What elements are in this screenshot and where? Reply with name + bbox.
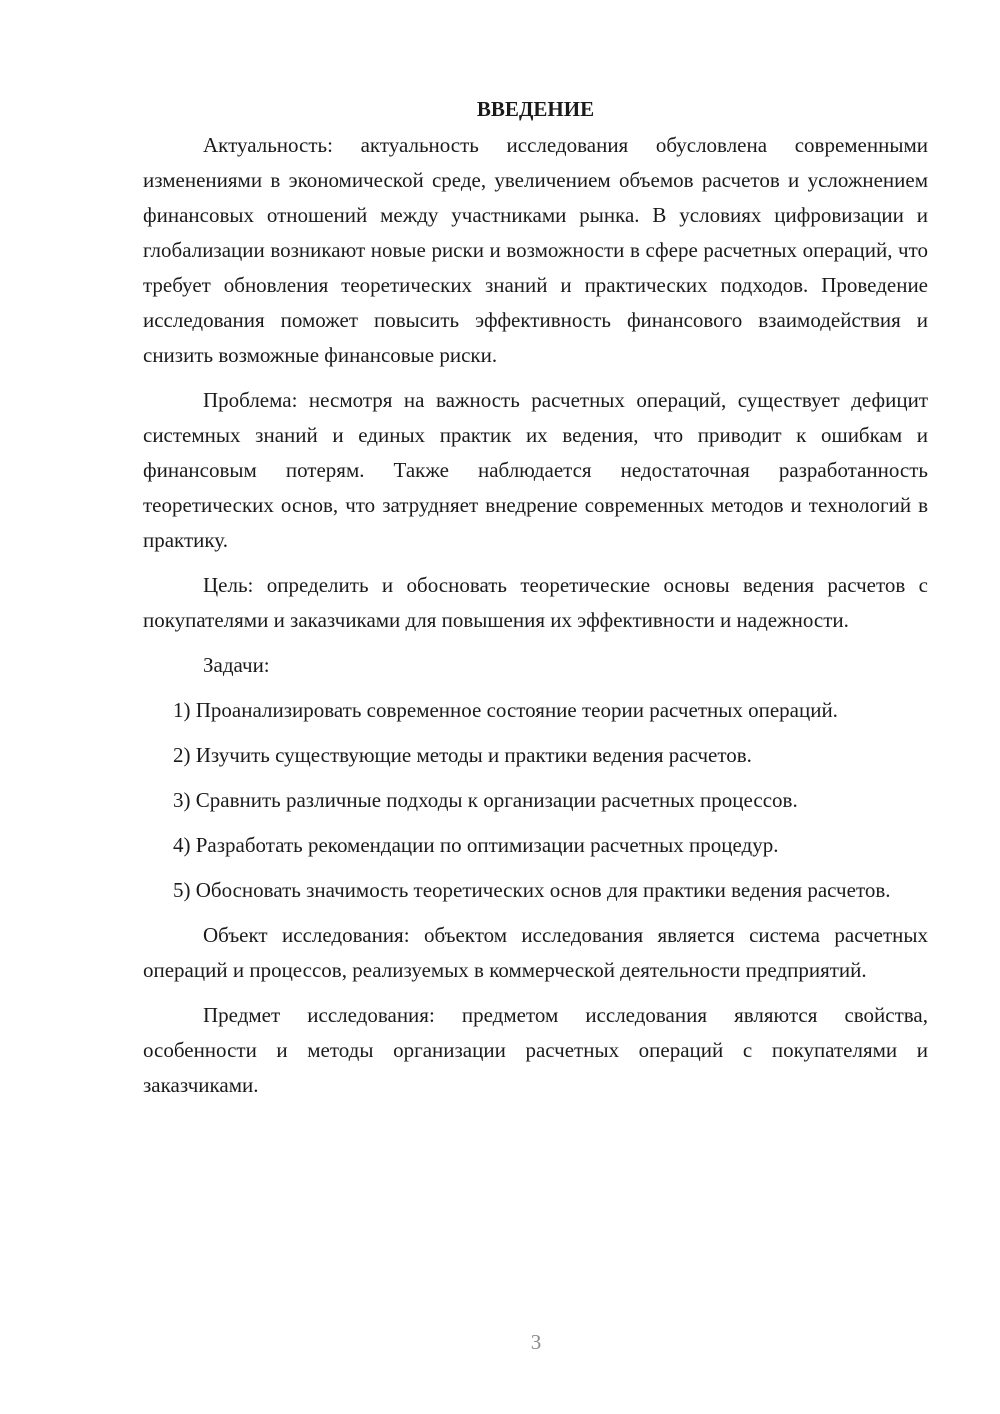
page-number: 3 — [530, 1330, 542, 1354]
tasks-list — [143, 693, 928, 908]
task-item: 5) Обосновать значимость теоретических основ для практики ведения расчетов. — [173, 878, 891, 902]
task-item: 1) Проанализировать современное состояние теории расчетных операций. — [173, 698, 838, 722]
object-paragraph: Объект исследования: объектом исследования является система расчетных операций и процессов, реализуемых в коммерческой деятельности предприятий. — [143, 923, 928, 982]
task-item: 3) Сравнить различные подходы к организации расчетных процессов. — [173, 788, 798, 812]
goal-paragraph: Цель: определить и обосновать теоретические основы ведения расчетов с покупателями и заказчиками для повышения их эффективности и надежности. — [143, 573, 928, 632]
document-page — [143, 92, 928, 1113]
subject-paragraph: Предмет исследования: предметом исследования являются свойства, особенности и методы организации расчетных операций с покупателями и заказчиками. — [143, 1003, 928, 1097]
relevance-paragraph: Актуальность: актуальность исследования обусловлена современными изменениями в экономической среде, увеличением объемов расчетов и усложнением финансовых отношений между участниками рынка. В условиях цифровизации и глобализации возникают новые риски и возможности в сфере расчетных операций, что требует обновления теоретических знаний и практических подходов. Проведение исследования поможет повысить эффективность финансового взаимодействия и снизить возможные финансовые риски. — [143, 133, 928, 367]
problem-paragraph: Проблема: несмотря на важность расчетных операций, существует дефицит системных знаний и единых практик их ведения, что приводит к ошибкам и финансовым потерям. Также наблюдается недостаточная разработанность теоретических основ, что затрудняет внедрение современных методов и технологий в практику. — [143, 388, 928, 552]
task-item: 4) Разработать рекомендации по оптимизации расчетных процедур. — [173, 833, 779, 857]
task-item: 2) Изучить существующие методы и практики ведения расчетов. — [173, 743, 752, 767]
section-title: ВВЕДЕНИЕ — [476, 97, 595, 121]
tasks-label: Задачи: — [203, 653, 270, 677]
